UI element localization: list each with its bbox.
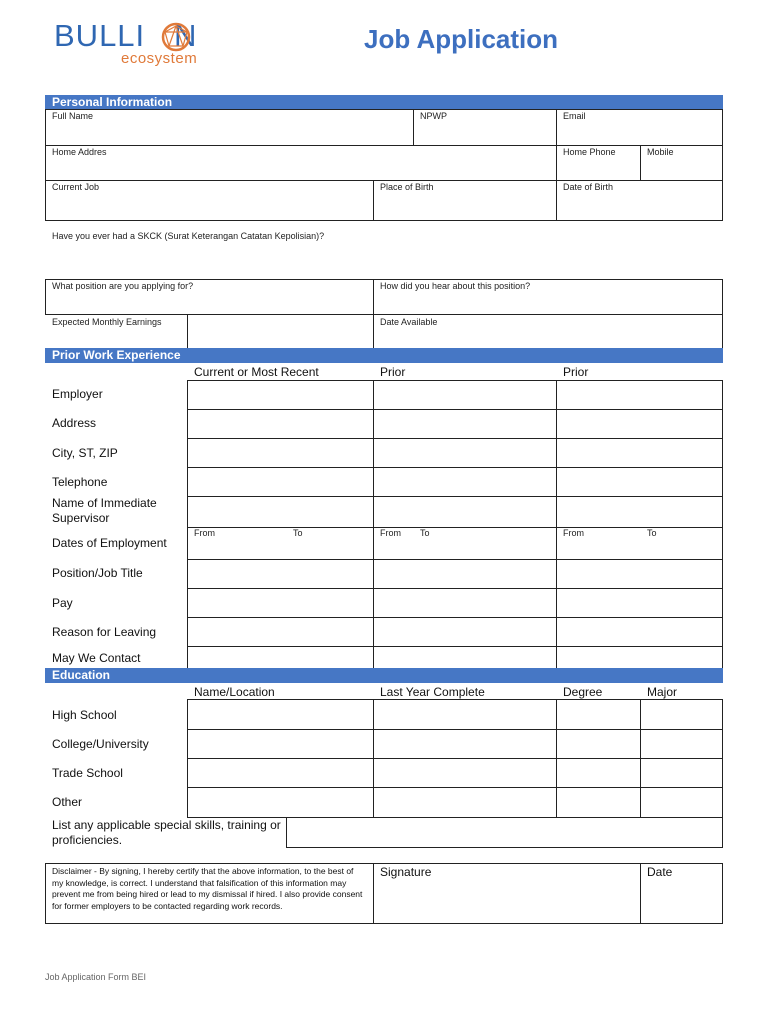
earnings-field[interactable] [187,314,374,349]
education-cell-r1-c3[interactable] [640,729,723,759]
date-of-birth-label: Date of Birth [563,182,614,192]
work-cell-r0-c1[interactable] [373,380,557,410]
skck-question: Have you ever had a SKCK (Surat Keterangan Catatan Kepolisian)? [52,231,325,241]
education-cell-r0-c2[interactable] [556,699,641,730]
row-label-city: City, ST, ZIP [52,446,118,460]
to-label-3: To [647,528,657,538]
home-address-label: Home Addres [52,147,107,157]
work-cell-r0-c2[interactable] [556,380,723,410]
full-name-label: Full Name [52,111,94,121]
mobile-label: Mobile [647,147,674,157]
column-header-major: Major [647,685,678,699]
row-label-contact: May We Contact [52,651,141,665]
education-cell-r2-c2[interactable] [556,758,641,788]
work-cell-r7-c0[interactable] [187,588,374,618]
globe-logo-icon [159,20,193,54]
work-cell-r7-c2[interactable] [556,588,723,618]
row-label-pay: Pay [52,596,73,610]
work-cell-r6-c1[interactable] [373,559,557,589]
from-label-1: From [194,528,215,538]
section-header-education: Education [45,668,723,683]
home-phone-label: Home Phone [563,147,616,157]
education-cell-r3-c2[interactable] [556,787,641,818]
education-cell-r2-c3[interactable] [640,758,723,788]
current-job-label: Current Job [52,182,100,192]
logo-subtitle: ecosystem [121,50,198,67]
work-cell-r9-c1[interactable] [373,646,557,669]
education-cell-r0-c3[interactable] [640,699,723,730]
place-of-birth-label: Place of Birth [380,182,434,192]
work-cell-r2-c0[interactable] [187,438,374,468]
date-available-label: Date Available [380,317,438,327]
education-cell-r1-c0[interactable] [187,729,374,759]
education-cell-r0-c0[interactable] [187,699,374,730]
work-cell-r3-c0[interactable] [187,467,374,497]
row-label-trade-school: Trade School [52,766,123,780]
work-cell-r3-c1[interactable] [373,467,557,497]
disclaimer-text: Disclaimer - By signing, I hereby certify that the above information, to the best of my knowledge, is correct. I understand that falsification of this information may prevent me from being hired or lead to my dismissal if hired. I also provide consent for former employers to be contacted regarding work records. [52,866,363,911]
from-label-2: From [380,528,401,538]
row-label-telephone: Telephone [52,475,108,489]
work-cell-r4-c1[interactable] [373,496,557,528]
education-cell-r2-c1[interactable] [373,758,557,788]
education-cell-r1-c1[interactable] [373,729,557,759]
logo-text: BULLI N [54,18,198,53]
row-label-position: Position/Job Title [52,566,143,580]
footer-text: Job Application Form BEI [45,972,147,982]
skills-field[interactable] [286,817,723,848]
work-cell-r9-c2[interactable] [556,646,723,669]
row-label-supervisor: Name of Immediate Supervisor [52,496,157,525]
work-cell-r8-c2[interactable] [556,617,723,647]
work-cell-r0-c0[interactable] [187,380,374,410]
education-cell-r3-c0[interactable] [187,787,374,818]
signature-date-label: Date [647,865,673,879]
column-header-name-location: Name/Location [194,685,275,699]
section-header-work: Prior Work Experience [45,348,723,363]
section-header-personal: Personal Information [45,95,723,109]
work-cell-r2-c2[interactable] [556,438,723,468]
full-name-field[interactable] [45,109,414,146]
column-header-degree: Degree [563,685,603,699]
work-cell-r7-c1[interactable] [373,588,557,618]
work-cell-r3-c2[interactable] [556,467,723,497]
work-cell-r6-c2[interactable] [556,559,723,589]
email-label: Email [563,111,586,121]
education-cell-r3-c1[interactable] [373,787,557,818]
column-header-prior-2: Prior [563,365,589,379]
signature-label: Signature [380,865,432,879]
work-cell-r8-c0[interactable] [187,617,374,647]
work-cell-r5-c0[interactable] [187,527,374,560]
row-label-high-school: High School [52,708,117,722]
work-cell-r4-c2[interactable] [556,496,723,528]
column-header-prior-1: Prior [380,365,406,379]
to-label-1: To [293,528,303,538]
home-address-field[interactable] [45,145,557,181]
row-label-college: College/University [52,737,149,751]
work-cell-r1-c2[interactable] [556,409,723,439]
work-cell-r8-c1[interactable] [373,617,557,647]
row-label-address: Address [52,416,97,430]
npwp-label: NPWP [420,111,447,121]
work-cell-r9-c0[interactable] [187,646,374,669]
education-cell-r3-c3[interactable] [640,787,723,818]
hear-about-label: How did you hear about this position? [380,281,531,291]
to-label-2: To [420,528,430,538]
work-cell-r1-c1[interactable] [373,409,557,439]
row-label-other: Other [52,795,83,809]
page-title: Job Application [364,24,559,54]
education-cell-r2-c0[interactable] [187,758,374,788]
row-label-reason: Reason for Leaving [52,625,157,639]
education-cell-r1-c2[interactable] [556,729,641,759]
row-label-employer: Employer [52,387,103,401]
work-cell-r2-c1[interactable] [373,438,557,468]
from-label-3: From [563,528,584,538]
work-cell-r1-c0[interactable] [187,409,374,439]
work-cell-r4-c0[interactable] [187,496,374,528]
education-cell-r0-c1[interactable] [373,699,557,730]
column-header-last-year: Last Year Complete [380,685,485,699]
column-header-current: Current or Most Recent [194,365,319,379]
skills-label: List any applicable special skills, training or proficiencies. [52,818,281,847]
row-label-dates: Dates of Employment [52,536,167,550]
work-cell-r6-c0[interactable] [187,559,374,589]
earnings-label: Expected Monthly Earnings [52,317,162,327]
position-label: What position are you applying for? [52,281,194,291]
